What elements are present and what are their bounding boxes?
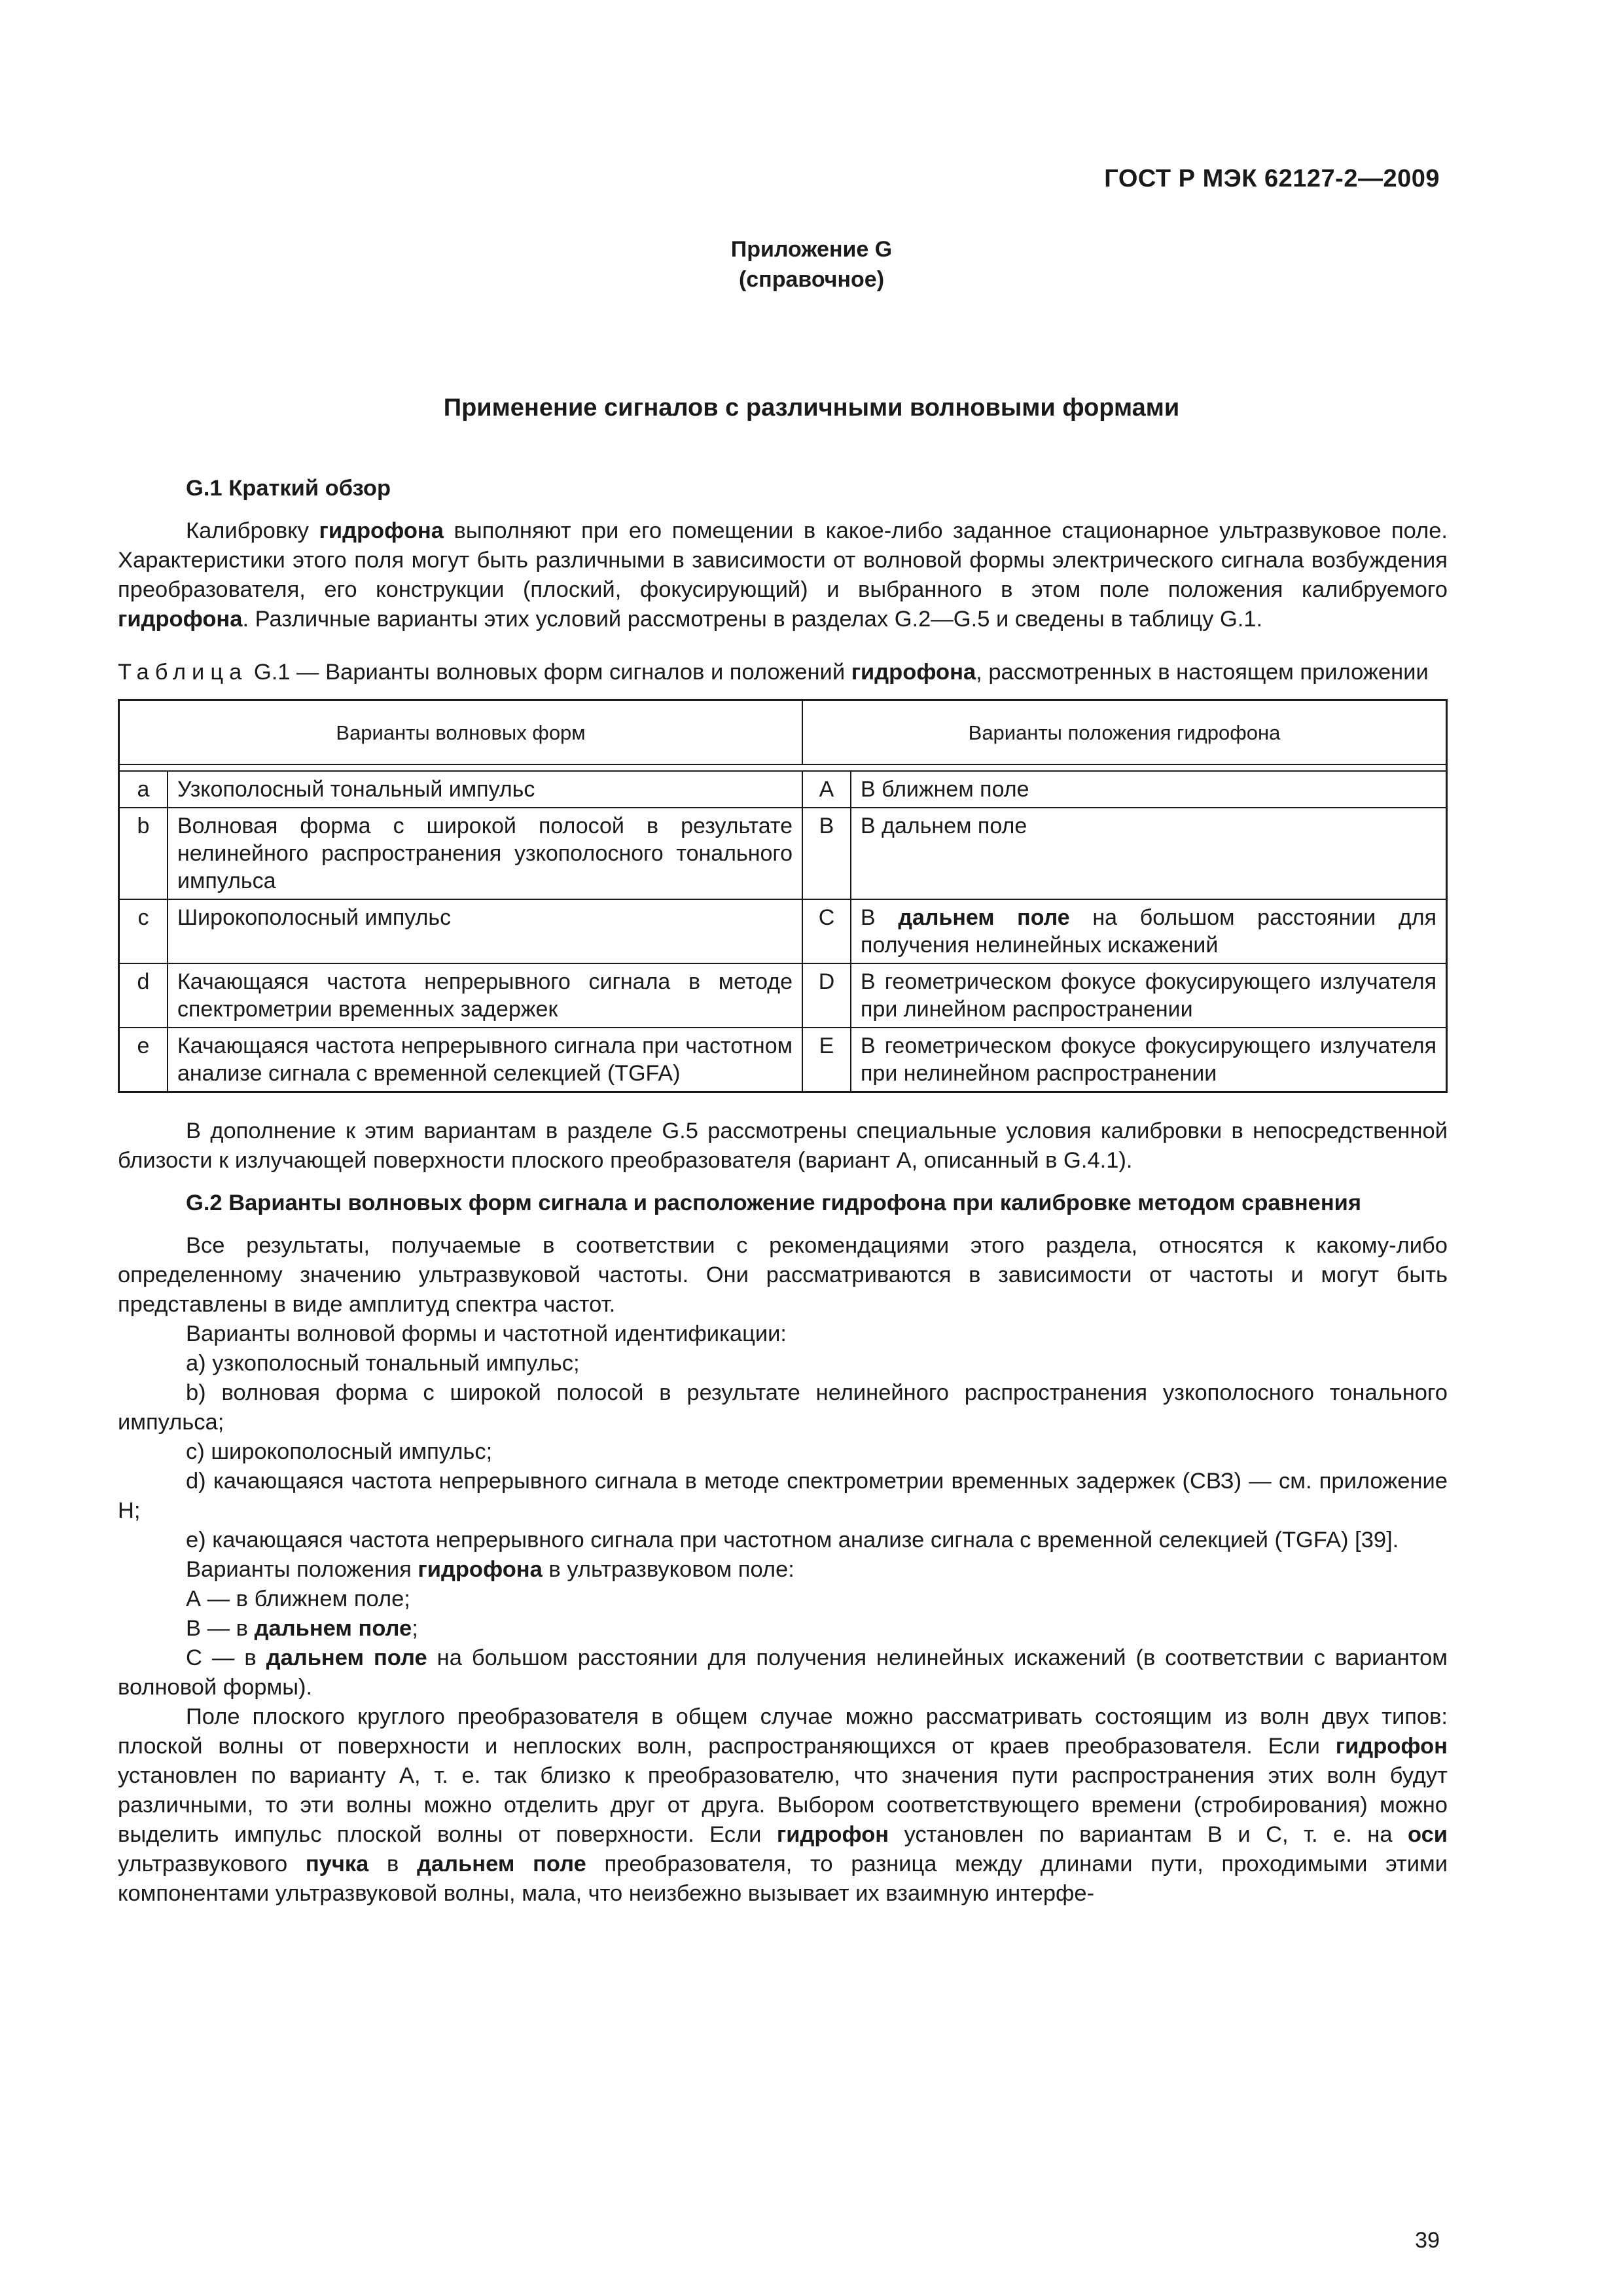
appendix-heading — [0, 234, 1623, 295]
table-header-row — [119, 700, 1447, 765]
waveform-table — [118, 699, 1448, 1093]
paragraph-g1: Калибровку гидрофона выполняют при его помещении в какое-либо заданное стационарное ультразвуковое поле. Характеристики этого поля могут быть различными в зависимости от волновой формы электрического сигнала возбуждения преобразователя, его конструкции (плоский, фокусирующий) и выбранного в этом поле положения калибруемого гидрофона. Различные варианты этих условий рассмотрены в разделах G.2—G.5 и сведены в таблицу G.1. — [118, 518, 1448, 632]
list-item: В — в дальнем поле; — [186, 1616, 418, 1641]
appendix-type: (справочное) — [738, 267, 885, 292]
section-heading-g1: G.1 Краткий обзор — [186, 476, 391, 501]
table-header-positions: Варианты положения гидрофона — [802, 700, 1447, 765]
paragraph-field-description: Поле плоского круглого преобразователя в общем случае можно рассматривать состоящим из волн двух типов: плоской волны от поверхности и неплоских волн, распространяющихся от краев преобразователя. Если гидрофон установлен по варианту А, т. е. так близко к преобразователю, что значения пути распространения этих волн будут различными, то эти волны можно отделить друг от друга. Выбором соответствующего времени (стробирования) можно выделить импульс плоской волны от поверхности. Если гидрофон установлен по вариантам В и С, т. е. на оси ультразвукового пучка в дальнем поле преобразователя, то разница между длинами пути, проходимыми этими компонентами ультразвуковой волны, мала, что неизбежно вызывает их взаимную интерфе- — [118, 1704, 1448, 1906]
list-item: b) волновая форма с широкой полосой в результате нелинейного распространения узкополосного тонального импульса; — [118, 1380, 1448, 1435]
list-item: с) широкополосный импульс; — [186, 1439, 493, 1464]
list-item: d) качающаяся частота непрерывного сигнала в методе спектрометрии временных задержек (СВЗ) — см. приложение Н; — [118, 1469, 1448, 1523]
position-key: A — [802, 771, 851, 808]
paragraph-g2-variants: Варианты волновой формы и частотной идентификации: — [186, 1321, 787, 1346]
position-key: E — [802, 1028, 851, 1092]
position-key: B — [802, 808, 851, 899]
position-key: C — [802, 899, 851, 963]
list-item: А — в ближнем поле; — [186, 1587, 410, 1611]
table-caption: Таблица G.1 — Варианты волновых форм сигналов и положений гидрофона, рассмотренных в настоящем приложении — [118, 660, 1429, 685]
table-row — [119, 963, 1447, 1028]
position-cell: В дальнем поле на большом расстоянии для получения нелинейных искажений — [851, 899, 1447, 963]
position-cell: В дальнем поле — [851, 808, 1447, 899]
waveform-key: d — [119, 963, 168, 1028]
section-heading-g2: G.2 Варианты волновых форм сигнала и расположение гидрофона при калибровке методом сравнения — [186, 1191, 1362, 1215]
list-item: С — в дальнем поле на большом расстоянии для получения нелинейных искажений (в соответствии с вариантом волновой формы). — [118, 1645, 1448, 1700]
page-title: Применение сигналов с различными волновыми формами — [443, 394, 1180, 422]
table-row — [119, 808, 1447, 899]
position-cell: В ближнем поле — [851, 771, 1447, 808]
waveform-key: b — [119, 808, 168, 899]
waveform-key: e — [119, 1028, 168, 1092]
waveform-cell: Волновая форма с широкой полосой в результате нелинейного распространения узкополосного тонального импульса — [168, 808, 802, 899]
waveform-cell: Качающаяся частота непрерывного сигнала при частотном анализе сигнала с временной селекцией (TGFA) — [168, 1028, 802, 1092]
waveform-cell: Узкополосный тональный импульс — [168, 771, 802, 808]
document-body — [118, 474, 1448, 1909]
waveform-cell: Качающаяся частота непрерывного сигнала в методе спектрометрии временных задержек — [168, 963, 802, 1028]
list-item: а) узкополосный тональный импульс; — [186, 1351, 580, 1376]
waveform-cell: Широкополосный импульс — [168, 899, 802, 963]
waveform-key: c — [119, 899, 168, 963]
position-cell: В геометрическом фокусе фокусирующего излучателя при нелинейном распространении — [851, 1028, 1447, 1092]
position-cell: В геометрическом фокусе фокусирующего излучателя при линейном распространении — [851, 963, 1447, 1028]
page-number: 39 — [1415, 2228, 1440, 2253]
list-item: е) качающаяся частота непрерывного сигнала при частотном анализе сигнала с временной селекцией (TGFA) [39]. — [186, 1528, 1399, 1552]
table-header-waveforms: Варианты волновых форм — [119, 700, 803, 765]
table-row — [119, 899, 1447, 963]
appendix-label: Приложение G — [730, 237, 893, 262]
table-row — [119, 771, 1447, 808]
position-key: D — [802, 963, 851, 1028]
paragraph-positions: Варианты положения гидрофона в ультразвуковом поле: — [186, 1557, 794, 1582]
table-row — [119, 1028, 1447, 1092]
paragraph-g2-intro: Все результаты, получаемые в соответствии с рекомендациями этого раздела, относятся к какому-либо определенному значению ультразвуковой частоты. Они рассматриваются в зависимости от частоты и могут быть представлены в виде амплитуд спектра частот. — [118, 1233, 1448, 1317]
paragraph-after-table: В дополнение к этим вариантам в разделе G.5 рассмотрены специальные условия калибровки в непосредственной близости к излучающей поверхности плоского преобразователя (вариант А, описанный в G.4.1). — [118, 1119, 1448, 1173]
waveform-key: a — [119, 771, 168, 808]
document-header: ГОСТ Р МЭК 62127-2—2009 — [1104, 165, 1440, 192]
